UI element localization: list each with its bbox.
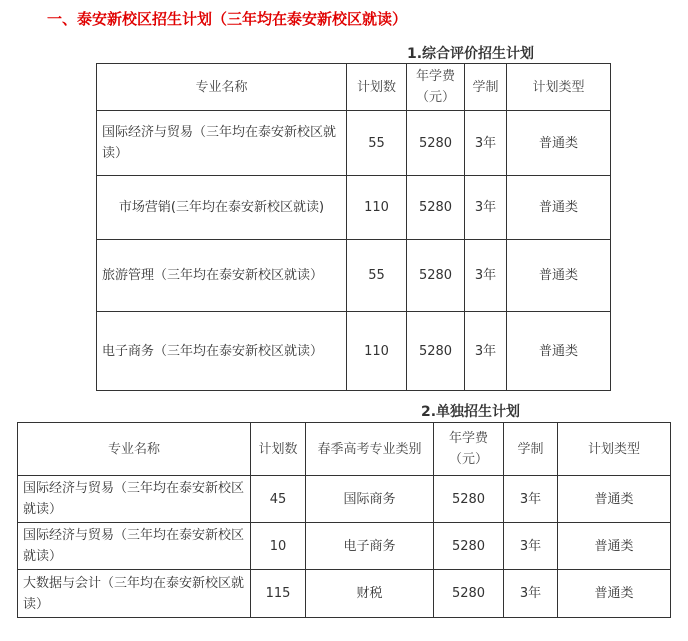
major-name: 国际经济与贸易（三年均在泰安新校区就读） — [18, 476, 251, 523]
major-name: 电子商务（三年均在泰安新校区就读） — [97, 312, 347, 391]
plan-count: 45 — [251, 476, 306, 523]
duration: 3年 — [465, 312, 507, 391]
plan-type: 普通类 — [558, 523, 671, 570]
header-plan-type: 计划类型 — [507, 64, 611, 111]
table-row — [18, 570, 671, 618]
independent-admission-table — [17, 422, 671, 618]
header-duration: 学制 — [504, 423, 558, 476]
annual-fee: 5280 — [434, 523, 504, 570]
duration: 3年 — [465, 111, 507, 176]
duration: 3年 — [465, 176, 507, 240]
plan-type: 普通类 — [507, 312, 611, 391]
table-row — [97, 312, 611, 391]
table-header-row — [18, 423, 671, 476]
header-annual-fee: 年学费（元） — [407, 64, 465, 111]
plan-count: 110 — [347, 176, 407, 240]
section1-title: 1.综合评价招生计划 — [407, 46, 535, 62]
header-major-name: 专业名称 — [97, 64, 347, 111]
exam-category: 财税 — [306, 570, 434, 618]
plan-count: 55 — [347, 111, 407, 176]
annual-fee: 5280 — [434, 476, 504, 523]
duration: 3年 — [504, 523, 558, 570]
section2-title: 2.单独招生计划 — [421, 404, 521, 420]
header-plan-type: 计划类型 — [558, 423, 671, 476]
major-name: 国际经济与贸易（三年均在泰安新校区就读） — [18, 523, 251, 570]
header-plan-count: 计划数 — [347, 64, 407, 111]
duration: 3年 — [504, 570, 558, 618]
plan-count: 10 — [251, 523, 306, 570]
table-row — [18, 476, 671, 523]
comprehensive-evaluation-table — [96, 63, 611, 391]
plan-type: 普通类 — [507, 111, 611, 176]
header-spring-exam-category: 春季高考专业类别 — [306, 423, 434, 476]
annual-fee: 5280 — [407, 176, 465, 240]
header-major-name: 专业名称 — [18, 423, 251, 476]
major-name: 旅游管理（三年均在泰安新校区就读） — [97, 240, 347, 312]
table-row — [97, 240, 611, 312]
major-name: 市场营销(三年均在泰安新校区就读) — [97, 176, 347, 240]
annual-fee: 5280 — [407, 312, 465, 391]
major-name: 大数据与会计（三年均在泰安新校区就读） — [18, 570, 251, 618]
page-heading: 一、泰安新校区招生计划（三年均在泰安新校区就读） — [47, 10, 408, 28]
annual-fee: 5280 — [407, 111, 465, 176]
plan-count: 115 — [251, 570, 306, 618]
header-plan-count: 计划数 — [251, 423, 306, 476]
plan-type: 普通类 — [507, 176, 611, 240]
table-header-row — [97, 64, 611, 111]
table-row — [97, 176, 611, 240]
plan-count: 55 — [347, 240, 407, 312]
plan-type: 普通类 — [507, 240, 611, 312]
table-row — [97, 111, 611, 176]
annual-fee: 5280 — [434, 570, 504, 618]
duration: 3年 — [465, 240, 507, 312]
table-row — [18, 523, 671, 570]
plan-type: 普通类 — [558, 476, 671, 523]
header-annual-fee: 年学费（元） — [434, 423, 504, 476]
annual-fee: 5280 — [407, 240, 465, 312]
major-name: 国际经济与贸易（三年均在泰安新校区就读） — [97, 111, 347, 176]
header-duration: 学制 — [465, 64, 507, 111]
plan-type: 普通类 — [558, 570, 671, 618]
plan-count: 110 — [347, 312, 407, 391]
exam-category: 电子商务 — [306, 523, 434, 570]
duration: 3年 — [504, 476, 558, 523]
exam-category: 国际商务 — [306, 476, 434, 523]
